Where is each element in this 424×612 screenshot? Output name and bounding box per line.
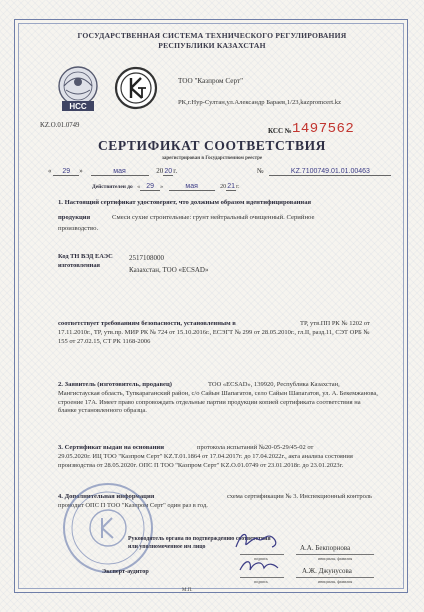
svg-text:НСС: НСС — [69, 102, 87, 111]
applicant-text-first: ТОО «ECSAD», 139920, Республика Казахстан, — [208, 381, 340, 388]
validity-open-quote: « — [137, 184, 141, 190]
product-value-cont: производство. — [58, 225, 99, 232]
seal-place-label: М.П. — [182, 588, 193, 593]
manufactured-label: изготовленная — [58, 262, 101, 269]
basis-text: 29.05.2020г. ИЦ ТОО "Казпром Серт" KZ.T.01.1864 от 17.04.2017г. до 17.04.2022г., акта анализа состояния производства от 28.05.2020г. ОПС П ТОО "Казпром Серт" KZ.O.01.0749 от 23.01.2018г. до 23.01.2023г. — [58, 453, 353, 469]
validity-day: 29 — [140, 183, 160, 191]
compliance-label: соответствует требованиям безопасности, установленным в — [58, 320, 236, 327]
applicant-label: 2. Заявитель (изготовитель, продавец) — [58, 381, 172, 388]
reg-day: 29 — [53, 168, 79, 176]
validity-close-quote: » — [160, 184, 164, 190]
kazprom-cert-logo-icon — [114, 66, 158, 110]
head-signature-icon — [232, 527, 282, 553]
ksc-number: 1497562 — [292, 121, 355, 137]
validity-year-suffix: г. — [236, 184, 240, 190]
reg-number: KZ.7100749.01.01.00463 — [269, 168, 391, 176]
basis-label: 3. Сертификат выдан на основании — [58, 444, 164, 451]
reg-number-line — [257, 167, 391, 176]
header-line2: РЕСПУБЛИКИ КАЗАХСТАН — [158, 41, 266, 50]
additional-info-text-first: схема сертификации № 3. Инспекционный контроль — [227, 493, 373, 500]
validity-line — [92, 183, 239, 191]
validity-month: мая — [169, 183, 215, 191]
head-name: А.А. Бекпорнова — [300, 544, 351, 552]
expert-signature-icon — [234, 552, 284, 578]
head-label-line1: Руководитель органа по подтверждению соответствия — [128, 536, 271, 542]
reg-close-quote: » — [79, 167, 83, 175]
reg-year-suffix: г. — [173, 167, 178, 175]
additional-info-text: проводит ОПС П ТОО "Казпром Серт" один раз в год. — [58, 502, 208, 509]
expert-label: Эксперт-аудитор — [102, 568, 149, 575]
tnved-label: Код ТН ВЭД ЕАЭС — [58, 253, 113, 260]
reg-year-prefix: 20 — [156, 167, 164, 175]
official-stamp-icon — [60, 480, 156, 576]
product-label: продукция — [58, 214, 91, 221]
reg-month: мая — [91, 168, 149, 176]
org-name: ТОО "Казпром Серт" — [178, 77, 244, 85]
reg-date-line — [48, 167, 177, 176]
applicant-text: Мангистауская область, Тупкараганский район, с/о Сайын Шапагатов, село Сайын Шапагатов, ул. А. Бекемжанова, строение 17А. Имеет право сопровождать отдельные партии продукции копией сертификата соответствия на бланке установленного образца. — [58, 390, 378, 415]
header-line1: ГОСУДАРСТВЕННАЯ СИСТЕМА ТЕХНИЧЕСКОГО РЕГУЛИРОВАНИЯ — [77, 31, 347, 40]
validity-label: Действителен до — [92, 184, 133, 190]
accreditation-number: KZ.O.01.0749 — [40, 122, 80, 129]
tnved-code: 2517108000 — [129, 254, 164, 262]
reg-year: 20 — [164, 168, 173, 175]
national-emblem-icon — [52, 64, 104, 114]
section1-heading: 1. Настоящий сертификат удостоверяет, что должным образом идентифицированная — [58, 199, 312, 206]
additional-info-label: 4. Дополнительная информация — [58, 493, 155, 500]
reg-open-quote: « — [48, 167, 52, 175]
compliance-text-first: ТР, утв.ПП РК № 1202 от — [300, 320, 370, 327]
expert-signature-caption: подпись — [254, 579, 268, 584]
validity-year-prefix: 20 — [220, 184, 227, 190]
expert-name: А.Ж. Джунусова — [302, 567, 352, 575]
validity-year: 21 — [227, 183, 236, 190]
ksc-prefix: КСС № — [268, 127, 292, 135]
product-value: Смеси сухие строительные: грунт нейтральный очищенный. Серийное — [112, 214, 315, 221]
certificate-subtitle: зарегистрирован в Государственном реестре — [161, 156, 263, 161]
compliance-text: 17.11.2010г., ТР, утв.пр. МИР РК № 724 от 15.10.2016г., ЕСЭГТ № 299 от 28.05.2010г., гл.II, разд.11, СЭТ ОРБ № 155 от 27.02.15, СТ РК 1168-2006 — [58, 329, 370, 345]
reg-number-label: № — [257, 167, 264, 175]
org-address: РК,г.Нур-Султан,ул.Александр Бараев,1/23,kazpromcert.kz — [178, 99, 342, 106]
head-name-caption: инициалы, фамилия — [318, 556, 353, 561]
manufacturer: Казахстан, ТОО «ECSAD» — [129, 266, 209, 274]
head-signature-caption: подпись — [254, 556, 268, 561]
basis-text-first: протокола испытаний №20-05-29/45-02 от — [197, 444, 314, 451]
certificate-title: СЕРТИФИКАТ СООТВЕТСТВИЯ — [97, 138, 327, 153]
expert-name-caption: инициалы, фамилия — [318, 579, 353, 584]
head-label-line2: или уполномоченное им лицо — [128, 544, 206, 550]
